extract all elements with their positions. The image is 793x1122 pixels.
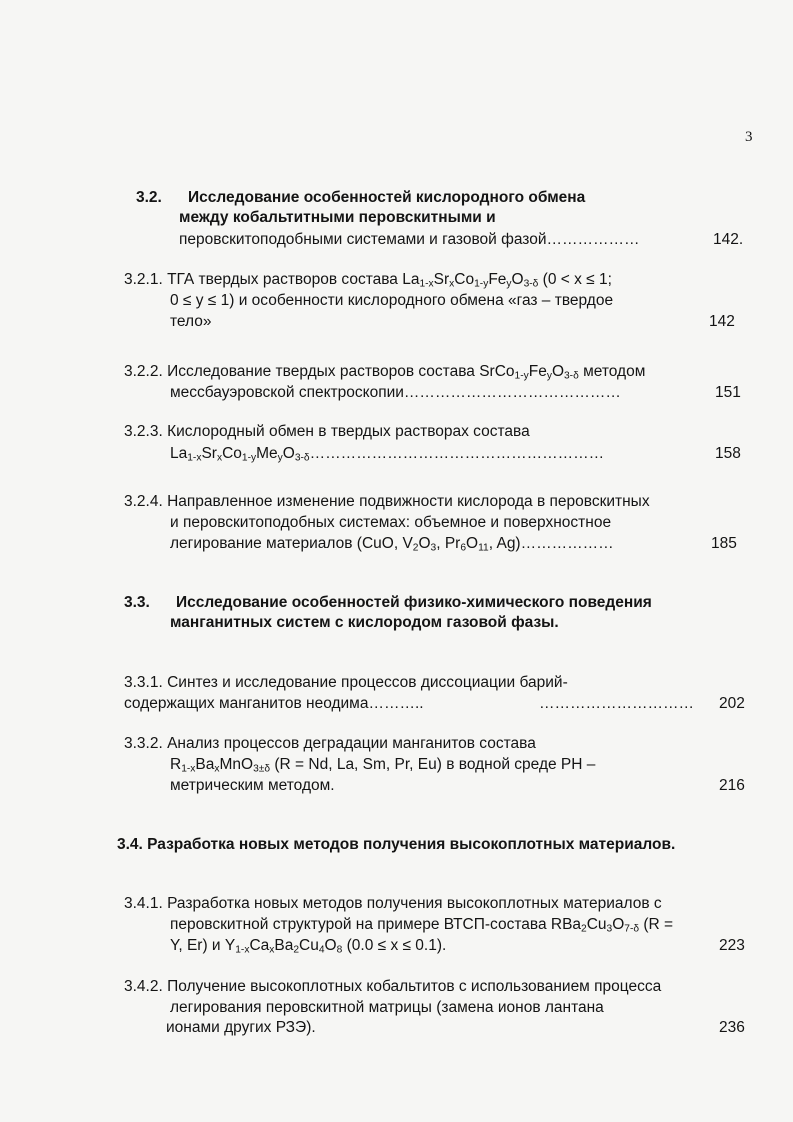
section-3-3-1-dots: ………………………… bbox=[539, 695, 694, 712]
section-3-4-1-page: 223 bbox=[719, 937, 745, 954]
section-3-2-title-line3: перовскитоподобными системами и газовой фазой……………… bbox=[179, 231, 640, 248]
section-3-4-1-line3: Y, Er) и $Y_{1-x}Ca_xBa_2Cu_4O_8$ (0.0 ≤ x ≤ 0.1). bbox=[170, 937, 447, 956]
section-3-4-title: 3.4. Разработка новых методов получения высокоплотных материалов. bbox=[117, 836, 676, 853]
section-3-4-2-line2: легирования перовскитной матрицы (замена ионов лантана bbox=[170, 999, 604, 1016]
section-3-2-page: 142. bbox=[713, 231, 744, 248]
section-3-3-2-line2: $R_{1-x}Ba_xMnO_{3\pm\delta}$ (R = Nd, La, Sm, Pr, Eu) в водной среде PH – bbox=[170, 756, 596, 775]
section-3-2-1-line2: 0 ≤ y ≤ 1) и особенности кислородного обмена «газ – твердое bbox=[170, 292, 614, 309]
section-3-3-1-line2: содержащих манганитов неодима……….. bbox=[124, 695, 424, 712]
section-3-2-number: 3.2. bbox=[136, 189, 162, 206]
section-3-2-2-line2: мессбауэровской спектроскопии…………………………………… bbox=[170, 384, 621, 401]
section-3-4-2-line1: 3.4.2. Получение высокоплотных кобальтитов с использованием процесса bbox=[124, 978, 662, 995]
section-3-4-1-line2: перовскитной структурой на примере ВТСП-состава $RBa_2Cu_3O_{7-\delta}$ (R = bbox=[170, 916, 674, 935]
section-3-2-4-line1: 3.2.4. Направленное изменение подвижности кислорода в перовскитных bbox=[124, 493, 650, 510]
section-3-3-title-line2: манганитных систем с кислородом газовой фазы. bbox=[170, 614, 559, 631]
section-3-2-1-page: 142 bbox=[709, 313, 735, 330]
section-3-2-title-line1: Исследование особенностей кислородного обмена bbox=[188, 189, 586, 206]
section-3-2-1-line1: 3.2.1. ТГА твердых растворов состава $La_{1-x}Sr_xCo_{1-y}Fe_yO_{3-\delta}$ (0 < x ≤ 1; bbox=[124, 271, 612, 290]
section-3-2-4-page: 185 bbox=[711, 535, 737, 552]
section-3-2-4-line2: и перовскитоподобных системах: объемное и поверхностное bbox=[170, 514, 612, 531]
section-3-3-2-page: 216 bbox=[719, 777, 745, 794]
section-3-4-2-line3: ионами других РЗЭ). bbox=[166, 1019, 316, 1036]
section-3-2-3-line2: $La_{1-x}Sr_xCo_{1-y}Me_yO_{3-\delta}\dots\dots\dots\dots\dots\dots\dots\dots\dots\dots\dots\dots\dots\dots\dots\dots\dots\dots\dots$ bbox=[170, 445, 605, 464]
section-3-2-2-line1: 3.2.2. Исследование твердых растворов состава $SrCo_{1-y}Fe_yO_{3-\delta}$ методом bbox=[124, 363, 646, 382]
section-3-3-1-page: 202 bbox=[719, 695, 745, 712]
section-3-2-2-page: 151 bbox=[715, 384, 741, 401]
section-3-2-4-line3: легирование материалов (CuO, $V_2O_3$, $Pr_6O_{11}$, Ag)……………… bbox=[170, 535, 614, 554]
page-number: 3 bbox=[745, 129, 753, 145]
section-3-4-2-page: 236 bbox=[719, 1019, 745, 1036]
section-3-3-number: 3.3. bbox=[124, 594, 150, 611]
section-3-2-3-page: 158 bbox=[715, 445, 741, 462]
section-3-2-3-line1: 3.2.3. Кислородный обмен в твердых растворах состава bbox=[124, 423, 530, 440]
section-3-2-1-line3: тело» bbox=[170, 313, 212, 330]
section-3-3-1-line1: 3.3.1. Синтез и исследование процессов диссоциации барий- bbox=[124, 674, 568, 691]
section-3-2-title-line2: между кобальтитными перовскитными и bbox=[179, 209, 496, 226]
section-3-4-1-line1: 3.4.1. Разработка новых методов получения высокоплотных материалов с bbox=[124, 895, 662, 912]
section-3-3-2-line3: метрическим методом. bbox=[170, 777, 335, 794]
section-3-3-2-line1: 3.3.2. Анализ процессов деградации манганитов состава bbox=[124, 735, 536, 752]
section-3-3-title-line1: Исследование особенностей физико-химического поведения bbox=[176, 594, 652, 611]
